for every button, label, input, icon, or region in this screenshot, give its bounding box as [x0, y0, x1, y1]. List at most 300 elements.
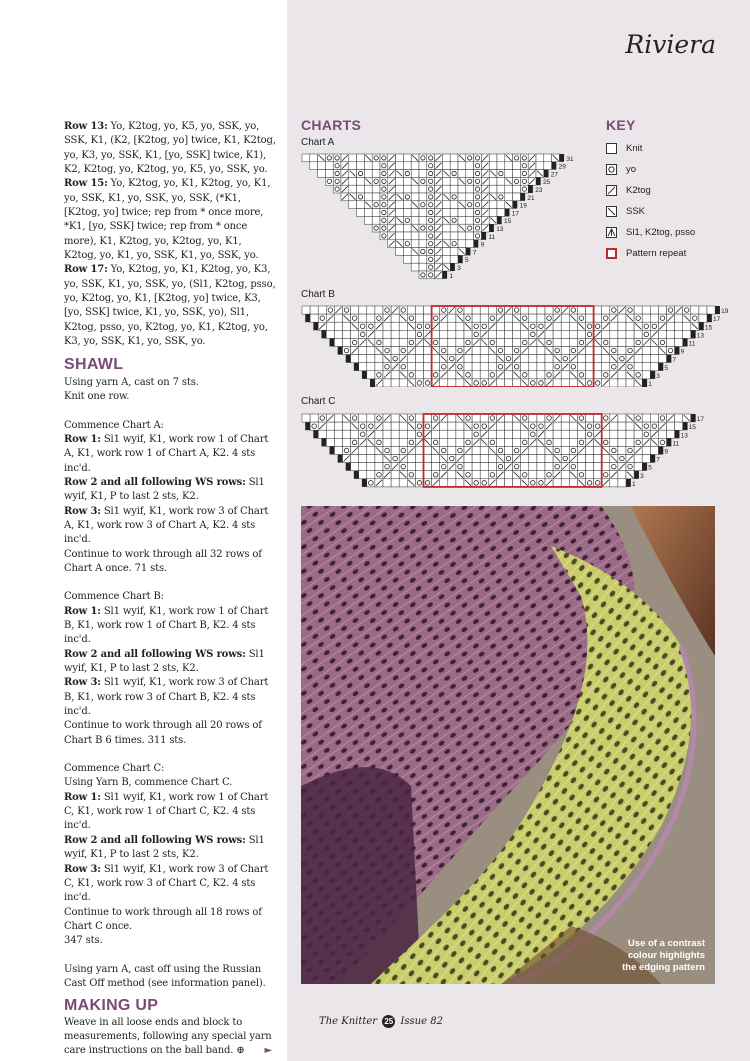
chart-cell — [351, 330, 359, 338]
chart-cell — [359, 471, 367, 479]
chart-cell — [553, 379, 561, 387]
row-label: Row 1: — [64, 791, 101, 803]
chart-cell — [399, 446, 407, 454]
row-number: 21 — [527, 194, 535, 202]
chart-cell — [474, 177, 482, 185]
chart-cell — [537, 379, 545, 387]
chart-cell — [448, 438, 456, 446]
chart-cell — [586, 463, 594, 471]
chart-cell — [367, 479, 375, 487]
row-number: 5 — [648, 464, 652, 472]
chart-cell — [432, 438, 440, 446]
chart-cell — [372, 185, 380, 193]
chart-cell — [448, 422, 456, 430]
chart-cell — [496, 347, 504, 355]
chart-cell — [424, 446, 432, 454]
chart-cell — [458, 162, 466, 170]
chart-cell — [480, 422, 488, 430]
chart-cell — [403, 255, 411, 263]
chart-cell — [642, 347, 650, 355]
key-item-sk2p — [606, 222, 695, 243]
instruction-paragraph — [64, 863, 276, 906]
chart-b-label: Chart B — [301, 289, 335, 300]
chart-cell — [577, 338, 585, 346]
chart-cell — [442, 185, 450, 193]
instruction-paragraph — [64, 906, 276, 935]
instruction-paragraph — [64, 776, 276, 790]
chart-cell — [411, 263, 419, 271]
chart-cell — [403, 224, 411, 232]
chart-cell — [407, 355, 415, 363]
edge-fill — [362, 371, 367, 379]
chart-cell — [448, 347, 456, 355]
chart-cell — [480, 363, 488, 371]
chart-cell — [411, 209, 419, 217]
chart-cell — [334, 322, 342, 330]
chart-cell — [586, 379, 594, 387]
chart-cell — [419, 162, 427, 170]
chart-cell — [403, 177, 411, 185]
chart-cell — [464, 438, 472, 446]
chart-cell — [505, 347, 513, 355]
chart-cell — [456, 363, 464, 371]
chart-cell — [415, 422, 423, 430]
chart-cell — [521, 371, 529, 379]
chart-cell — [642, 455, 650, 463]
pattern-repeat-icon — [606, 248, 617, 259]
chart-cell — [496, 446, 504, 454]
chart-cell — [407, 438, 415, 446]
chart-cell — [561, 414, 569, 422]
chart-cell — [699, 314, 707, 322]
chart-c — [300, 411, 710, 491]
chart-cell — [618, 379, 626, 387]
chart-cell — [602, 463, 610, 471]
chart-cell — [415, 430, 423, 438]
chart-cell — [569, 422, 577, 430]
chart-cell — [553, 446, 561, 454]
chart-cell — [458, 240, 466, 248]
chart-cell — [424, 306, 432, 314]
chart-cell — [396, 224, 404, 232]
instruction-paragraph — [64, 505, 276, 548]
chart-cell — [375, 306, 383, 314]
chart-cell — [472, 355, 480, 363]
chart-cell — [464, 363, 472, 371]
chart-cell — [586, 347, 594, 355]
chart-cell — [480, 355, 488, 363]
chart-cell — [488, 438, 496, 446]
chart-cell — [318, 414, 326, 422]
edge-fill — [658, 446, 663, 454]
edge-fill — [513, 201, 518, 209]
row-number: 7 — [472, 249, 477, 257]
instruction-paragraph — [64, 263, 276, 349]
chart-cell — [683, 322, 691, 330]
chart-cell — [411, 185, 419, 193]
chart-cell — [432, 455, 440, 463]
chart-cell — [432, 306, 440, 314]
chart-cell — [545, 455, 553, 463]
chart-cell — [359, 414, 367, 422]
edge-fill — [458, 255, 463, 263]
chart-cell — [375, 463, 383, 471]
edge-fill — [474, 240, 479, 248]
chart-cell — [466, 170, 474, 178]
chart-cell — [396, 177, 404, 185]
chart-cell — [472, 363, 480, 371]
edge-fill — [528, 185, 533, 193]
chart-cell — [343, 330, 351, 338]
chart-cell — [367, 446, 375, 454]
chart-cell — [667, 347, 675, 355]
chart-cell — [415, 306, 423, 314]
chart-cell — [586, 322, 594, 330]
chart-cell — [450, 240, 458, 248]
chart-cell — [403, 232, 411, 240]
chart-cell — [658, 355, 666, 363]
chart-cell — [440, 347, 448, 355]
chart-cell — [505, 193, 513, 201]
row-number: 5 — [664, 364, 669, 372]
chart-cell — [513, 154, 521, 162]
row-number: 15 — [704, 324, 713, 332]
chart-cell — [513, 379, 521, 387]
chart-cell — [351, 455, 359, 463]
chart-cell — [415, 379, 423, 387]
chart-cell — [545, 338, 553, 346]
chart-cell — [505, 430, 513, 438]
row-number: 13 — [696, 332, 705, 340]
chart-cell — [594, 355, 602, 363]
chart-cell — [456, 463, 464, 471]
chart-cell — [318, 306, 326, 314]
chart-cell — [513, 177, 521, 185]
chart-cell — [343, 438, 351, 446]
chart-cell — [474, 154, 482, 162]
chart-cell — [618, 330, 626, 338]
row-label: Row 15: — [64, 178, 108, 190]
chart-cell — [415, 355, 423, 363]
row-number: 3 — [457, 265, 461, 272]
chart-cell — [489, 201, 497, 209]
chart-cell — [594, 306, 602, 314]
chart-cell — [561, 371, 569, 379]
chart-cell — [351, 414, 359, 422]
chart-cell — [415, 363, 423, 371]
instruction-paragraph — [64, 834, 276, 863]
chart-cell — [650, 446, 658, 454]
chart-cell — [489, 177, 497, 185]
chart-cell — [419, 170, 427, 178]
chart-cell — [505, 471, 513, 479]
chart-cell — [634, 330, 642, 338]
continue-arrow-icon: ► — [264, 1045, 272, 1057]
chart-cell — [466, 162, 474, 170]
chart-cell — [480, 446, 488, 454]
chart-a-instructions — [64, 419, 276, 577]
chart-cell — [372, 177, 380, 185]
chart-cell — [380, 201, 388, 209]
chart-cell — [594, 463, 602, 471]
chart-cell — [399, 479, 407, 487]
instruction-text: Sl1 wyif, K1, P to last 2 sts, K2. — [64, 648, 265, 675]
chart-cell — [407, 371, 415, 379]
edge-fill — [354, 471, 359, 479]
instruction-paragraph: Using yarn A, cast on 7 sts. — [64, 376, 199, 388]
chart-cell — [442, 201, 450, 209]
chart-cell — [396, 201, 404, 209]
chart-cell — [427, 224, 435, 232]
chart-cell — [415, 414, 423, 422]
instruction-text: Commence Chart B: — [64, 591, 164, 603]
chart-cell — [513, 306, 521, 314]
chart-cell — [349, 154, 357, 162]
chart-cell — [419, 216, 427, 224]
chart-cell — [424, 322, 432, 330]
chart-cell — [403, 240, 411, 248]
chart-cell — [521, 314, 529, 322]
chart-cell — [403, 216, 411, 224]
key-label: Pattern repeat — [626, 248, 687, 259]
chart-cell — [403, 248, 411, 256]
chart-cell — [618, 322, 626, 330]
chart-cell — [610, 379, 618, 387]
chart-cell — [610, 479, 618, 487]
chart-cell — [442, 154, 450, 162]
chart-cell — [561, 338, 569, 346]
chart-cell — [626, 430, 634, 438]
chart-cell — [521, 330, 529, 338]
chart-cell — [489, 209, 497, 217]
chart-cell — [419, 209, 427, 217]
instruction-text: Sl1 wyif, K1, work row 3 of Chart A, K1, work row 3 of Chart A, K2. 4 sts inc'd. — [64, 505, 269, 546]
row-label: Row 2 and all following WS rows: — [64, 834, 246, 846]
chart-cell — [545, 438, 553, 446]
chart-cell — [391, 479, 399, 487]
chart-cell — [432, 471, 440, 479]
chart-cell — [364, 170, 372, 178]
chart-cell — [419, 177, 427, 185]
chart-cell — [667, 330, 675, 338]
chart-cell — [380, 185, 388, 193]
chart-cell — [520, 162, 528, 170]
chart-cell — [450, 185, 458, 193]
chart-cell — [496, 479, 504, 487]
chart-cell — [569, 446, 577, 454]
chart-cell — [391, 314, 399, 322]
edge-fill — [313, 322, 318, 330]
chart-cell — [351, 463, 359, 471]
chart-cell — [403, 193, 411, 201]
chart-cell — [480, 314, 488, 322]
chart-cell — [505, 170, 513, 178]
instruction-text: Sl1 wyif, K1, P to last 2 sts, K2. — [64, 476, 265, 503]
chart-cell — [333, 154, 341, 162]
chart-cell — [513, 193, 521, 201]
chart-cell — [521, 363, 529, 371]
row-label: Row 1: — [64, 605, 101, 617]
chart-cell — [343, 306, 351, 314]
chart-cell — [586, 446, 594, 454]
chart-cell — [513, 430, 521, 438]
chart-cell — [658, 330, 666, 338]
row-label: Row 2 and all following WS rows: — [64, 476, 246, 488]
chart-cell — [497, 154, 505, 162]
chart-cell — [466, 232, 474, 240]
chart-cell — [505, 414, 513, 422]
row-number: 19 — [721, 308, 729, 316]
row-number: 31 — [566, 155, 574, 163]
chart-cell — [442, 232, 450, 240]
edge-fill — [305, 314, 310, 322]
chart-cell — [448, 322, 456, 330]
chart-cell — [466, 209, 474, 217]
chart-key — [606, 138, 695, 264]
chart-cell — [594, 363, 602, 371]
chart-cell — [411, 193, 419, 201]
chart-cell — [545, 430, 553, 438]
edge-fill — [321, 438, 326, 446]
instruction-paragraph — [64, 934, 276, 948]
chart-cell — [496, 322, 504, 330]
row-number: 15 — [688, 424, 696, 432]
chart-cell — [357, 193, 365, 201]
chart-cell — [472, 322, 480, 330]
chart-cell — [488, 430, 496, 438]
chart-cell — [707, 306, 715, 314]
chart-cell — [496, 338, 504, 346]
magazine-name: The Knitter — [319, 1016, 378, 1027]
chart-cell — [411, 232, 419, 240]
chart-cell — [380, 170, 388, 178]
chart-cell — [318, 314, 326, 322]
caption-line: the edging pattern — [622, 962, 705, 973]
chart-cell — [448, 446, 456, 454]
chart-cell — [440, 446, 448, 454]
chart-cell — [505, 330, 513, 338]
chart-cell — [505, 371, 513, 379]
chart-cell — [650, 414, 658, 422]
chart-cell — [367, 355, 375, 363]
chart-cell — [474, 185, 482, 193]
chart-cell — [440, 463, 448, 471]
chart-cell — [419, 154, 427, 162]
chart-cell — [442, 248, 450, 256]
chart-cell — [333, 170, 341, 178]
chart-cell — [415, 347, 423, 355]
chart-cell — [357, 201, 365, 209]
chart-cell — [456, 347, 464, 355]
chart-cell — [505, 162, 513, 170]
row-number: 1 — [648, 381, 652, 387]
chart-cell — [343, 338, 351, 346]
chart-cell — [577, 463, 585, 471]
chart-cell — [529, 479, 537, 487]
chart-cell — [334, 446, 342, 454]
chart-cell — [464, 314, 472, 322]
chart-cell — [594, 414, 602, 422]
chart-cell — [537, 479, 545, 487]
chart-cell — [586, 355, 594, 363]
chart-cell — [432, 371, 440, 379]
chart-cell — [364, 209, 372, 217]
knit-icon — [606, 143, 617, 154]
chart-cell — [372, 201, 380, 209]
row-number: 13 — [680, 432, 688, 440]
instruction-text: Sl1 wyif, K1, work row 3 of Chart C, K1, work row 3 of Chart C, K2. 4 sts inc'd. — [64, 863, 269, 904]
row-label: Row 1: — [64, 433, 101, 445]
chart-cell — [602, 455, 610, 463]
chart-cell — [521, 455, 529, 463]
row-number: 1 — [632, 480, 636, 488]
chart-cell — [456, 446, 464, 454]
chart-cell — [383, 379, 391, 387]
chart-cell — [634, 371, 642, 379]
chart-cell — [326, 422, 334, 430]
chart-cell — [407, 338, 415, 346]
chart-cell — [488, 306, 496, 314]
chart-cell — [448, 338, 456, 346]
chart-cell — [440, 479, 448, 487]
edge-fill — [338, 455, 343, 463]
edge-fill — [667, 438, 672, 446]
chart-cell — [411, 170, 419, 178]
chart-cell — [472, 479, 480, 487]
chart-cell — [537, 422, 545, 430]
chart-cell — [325, 154, 333, 162]
chart-cell — [427, 248, 435, 256]
chart-cell — [359, 363, 367, 371]
chart-c-instructions — [64, 762, 276, 948]
chart-cell — [407, 414, 415, 422]
chart-cell — [359, 322, 367, 330]
edge-fill — [683, 338, 688, 346]
edge-fill — [346, 355, 351, 363]
instruction-paragraph — [64, 177, 276, 263]
chart-cell — [432, 355, 440, 363]
chart-cell — [553, 430, 561, 438]
chart-cell — [310, 422, 318, 430]
chart-cell — [658, 430, 666, 438]
row-number: 29 — [558, 163, 566, 171]
chart-cell — [367, 306, 375, 314]
chart-cell — [399, 430, 407, 438]
chart-cell — [594, 446, 602, 454]
chart-cell — [349, 162, 357, 170]
chart-cell — [357, 162, 365, 170]
chart-cell — [396, 232, 404, 240]
chart-cell — [472, 414, 480, 422]
chart-cell — [488, 330, 496, 338]
chart-cell — [427, 263, 435, 271]
chart-cell — [380, 162, 388, 170]
chart-cell — [442, 177, 450, 185]
instruction-text: Commence Chart A: — [64, 419, 164, 431]
edge-fill — [362, 479, 367, 487]
chart-cell — [602, 471, 610, 479]
chart-cell — [464, 338, 472, 346]
chart-cell — [364, 162, 372, 170]
instruction-paragraph — [64, 548, 276, 577]
chart-cell — [513, 185, 521, 193]
chart-cell — [466, 185, 474, 193]
chart-cell — [367, 414, 375, 422]
chart-cell — [403, 170, 411, 178]
edge-fill — [330, 338, 335, 346]
edge-fill — [321, 330, 326, 338]
chart-cell — [602, 371, 610, 379]
